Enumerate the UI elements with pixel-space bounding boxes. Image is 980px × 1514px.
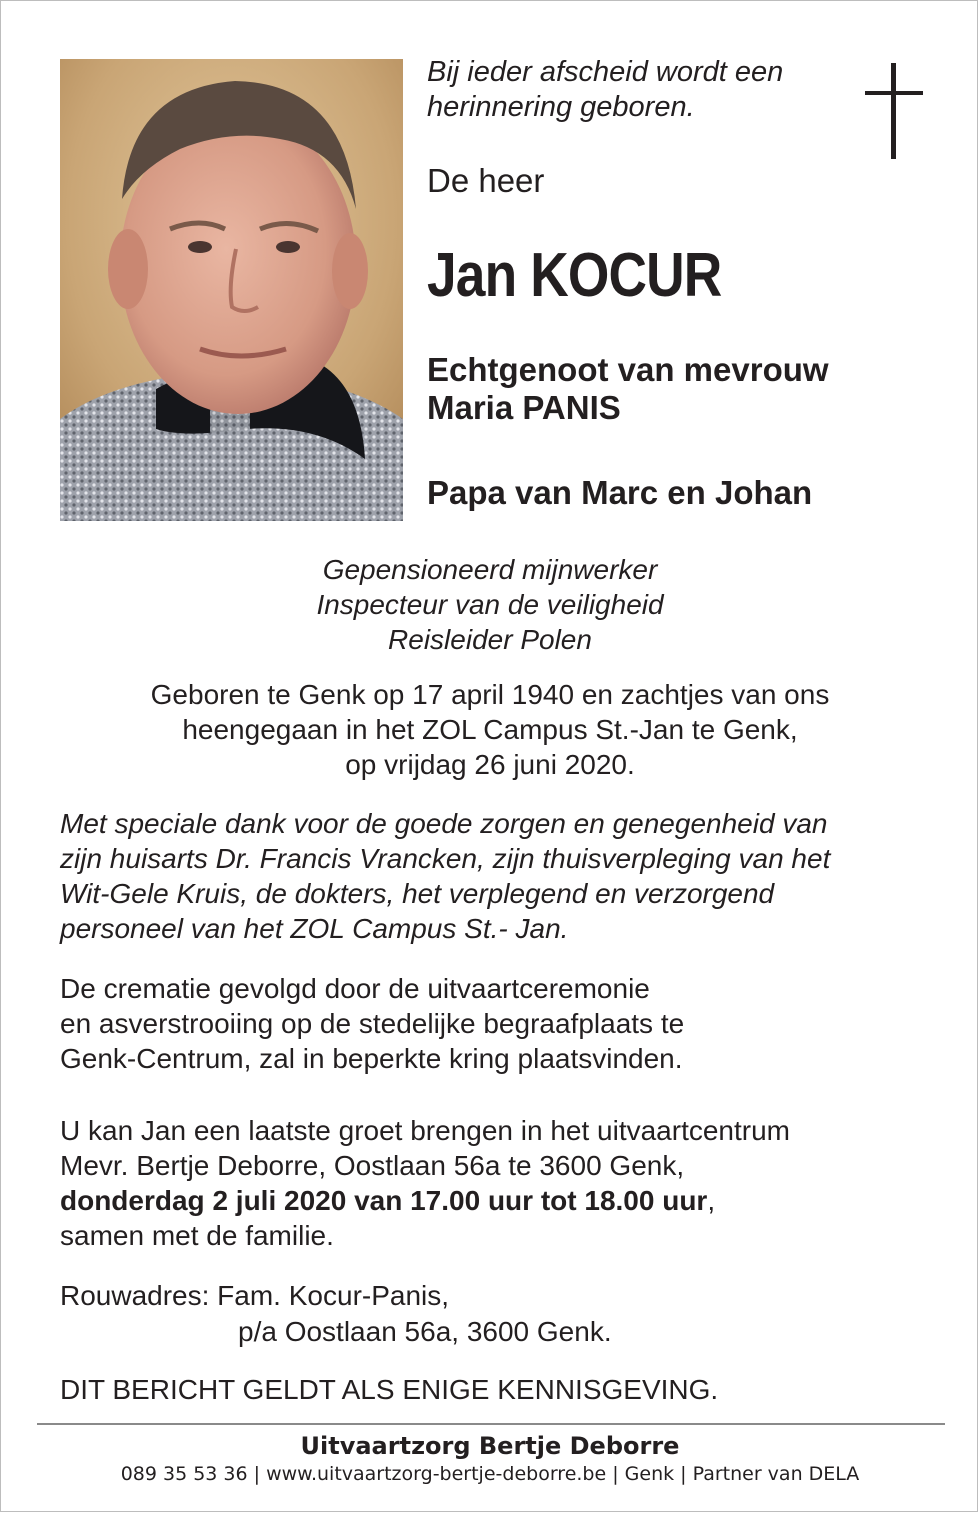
cross-icon (865, 63, 923, 159)
cremation-line: De crematie gevolgd door de uitvaartceremonie (60, 973, 650, 1004)
title-line: Inspecteur van de veiligheid (316, 589, 664, 620)
visit-datetime: donderdag 2 juli 2020 van 17.00 uur tot 18.00 uur (60, 1185, 708, 1216)
mourning-address (60, 1278, 940, 1350)
visit-datetime-line (60, 1183, 940, 1218)
thanks-paragraph (60, 806, 940, 946)
visit-line: Mevr. Bertje Deborre, Oostlaan 56a te 3600 Genk, (60, 1150, 685, 1181)
salutation: De heer (427, 162, 545, 199)
portrait-illustration (60, 59, 403, 521)
visit-line: U kan Jan een laatste groet brengen in het uitvaartcentrum (60, 1115, 790, 1146)
funeral-home-contact: 089 35 53 36 | www.uitvaartzorg-bertje-deborre.be | Genk | Partner van DELA (120, 1463, 860, 1485)
spouse-line: Echtgenoot van mevrouw (427, 351, 829, 388)
professional-titles (1, 552, 979, 657)
spouse-info (427, 351, 947, 427)
cross-horizontal-bar (865, 91, 923, 95)
motto-line: Bij ieder afscheid wordt een (427, 56, 784, 88)
funeral-home-name: Uitvaartzorg Bertje Deborre (300, 1432, 680, 1460)
footer-divider (37, 1423, 945, 1425)
thanks-line: Wit-Gele Kruis, de dokters, het verplegend en verzorgend (60, 878, 775, 909)
cremation-line: Genk-Centrum, zal in beperkte kring plaatsvinden. (60, 1043, 683, 1074)
visitation-paragraph (60, 1113, 940, 1253)
title-line: Gepensioneerd mijnwerker (322, 554, 658, 585)
deceased-name: Jan KOCUR (427, 241, 722, 310)
children-info: Papa van Marc en Johan (427, 474, 813, 511)
notice-statement: DIT BERICHT GELDT ALS ENIGE KENNISGEVING. (60, 1374, 719, 1405)
motto (427, 55, 847, 125)
thanks-line: personeel van het ZOL Campus St.- Jan. (60, 913, 569, 944)
visit-line: samen met de familie. (60, 1220, 334, 1251)
thanks-line: Met speciale dank voor de goede zorgen en genegenheid van (60, 808, 828, 839)
mourning-address-line: Rouwadres: Fam. Kocur-Panis, (60, 1280, 450, 1311)
cremation-line: en asverstrooiing op de stedelijke begraafplaats te (60, 1008, 685, 1039)
cross-vertical-bar (891, 63, 896, 159)
dates-line: Geboren te Genk op 17 april 1940 en zachtjes van ons (150, 679, 830, 710)
motto-line: herinnering geboren. (427, 91, 695, 123)
dates-line: heengegaan in het ZOL Campus St.-Jan te Genk, (182, 714, 798, 745)
thanks-line: zijn huisarts Dr. Francis Vrancken, zijn thuisverpleging van het (60, 843, 831, 874)
cremation-paragraph (60, 971, 940, 1076)
dates-line: op vrijdag 26 juni 2020. (345, 749, 635, 780)
birth-death-info (1, 677, 979, 782)
spouse-line: Maria PANIS (427, 389, 621, 426)
title-line: Reisleider Polen (388, 624, 592, 655)
visit-datetime-suffix: , (707, 1185, 716, 1216)
portrait-photo (60, 59, 403, 521)
mourning-address-line: p/a Oostlaan 56a, 3600 Genk. (238, 1316, 612, 1347)
